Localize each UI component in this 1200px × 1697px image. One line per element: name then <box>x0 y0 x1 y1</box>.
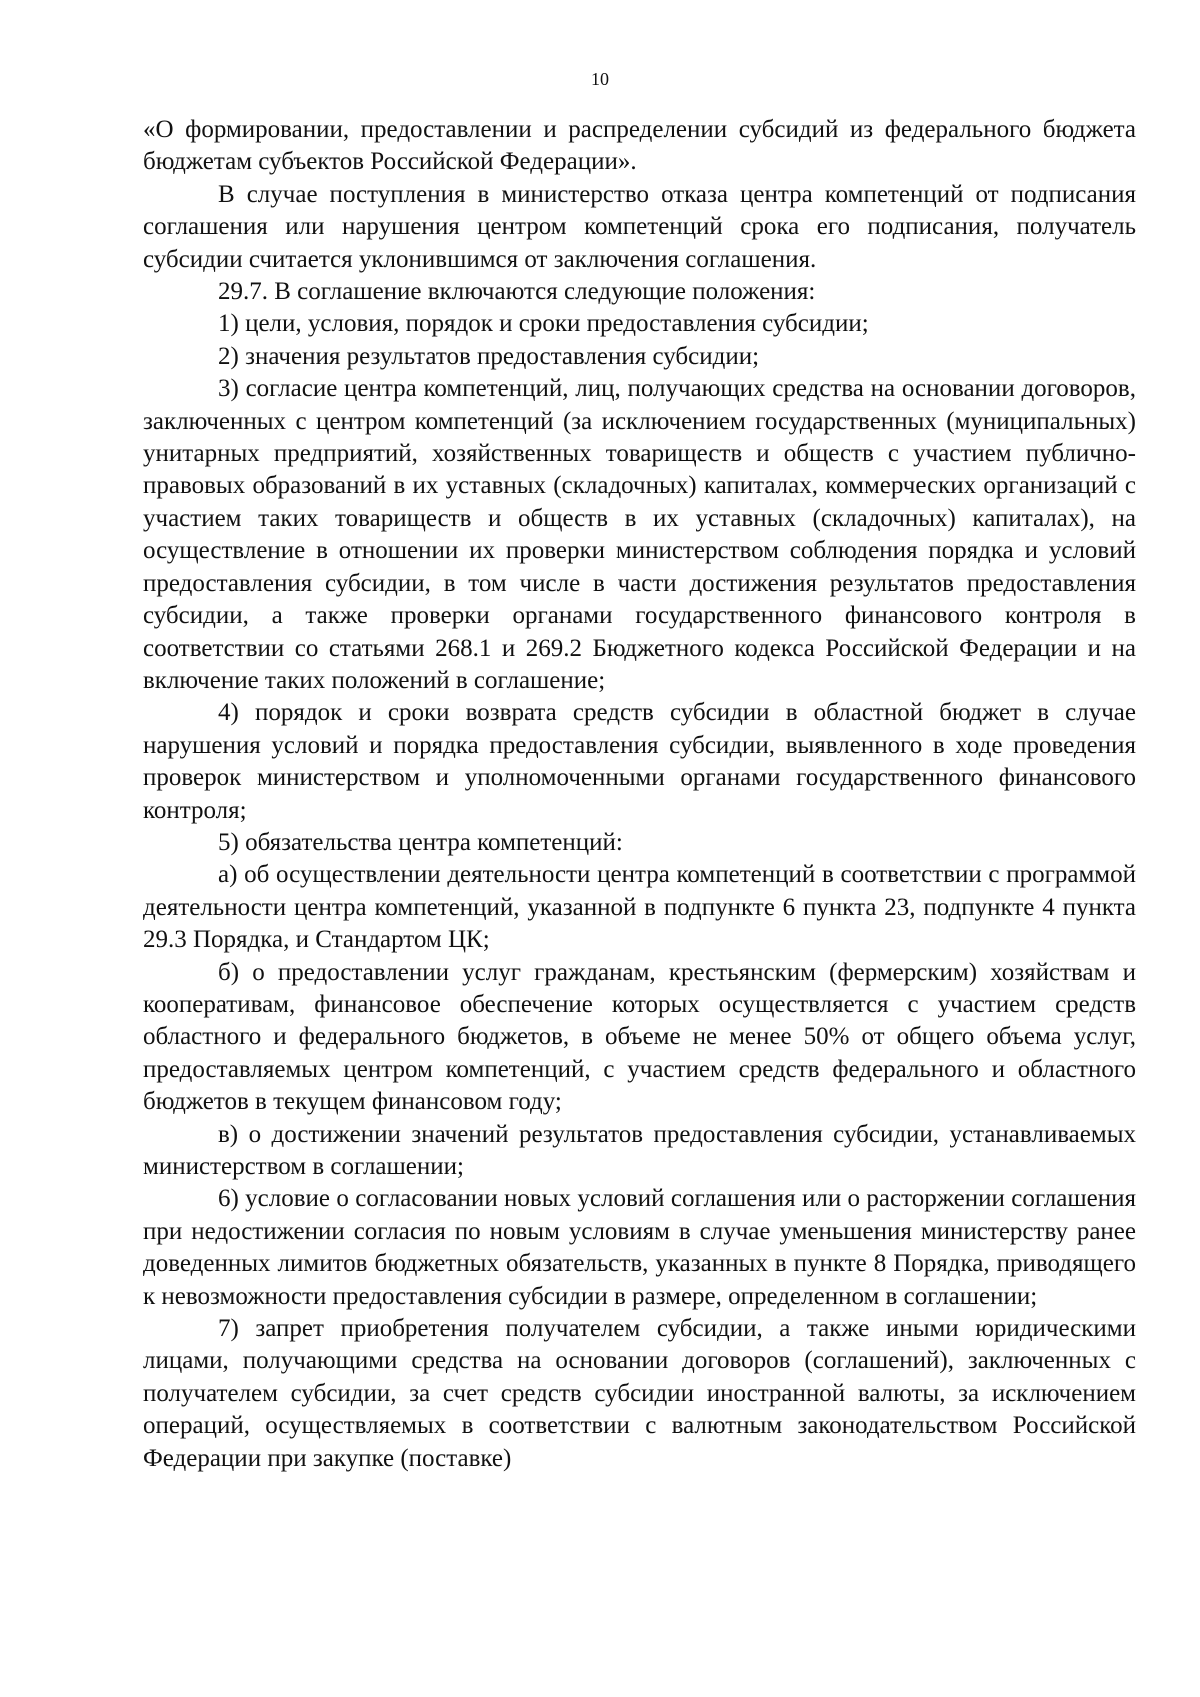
page-number: 10 <box>591 69 609 89</box>
list-item-5c: в) о достижении значений результатов предоставления субсидии, устанавливаемых министерством в соглашении; <box>143 1120 1136 1180</box>
list-item-1: 1) цели, условия, порядок и сроки предоставления субсидии; <box>218 310 869 338</box>
document-body <box>143 114 1136 1475</box>
list-item-5a: а) об осуществлении деятельности центра компетенций в соответствии с программой деятельности центра компетенций, указанной в подпункте 6 пункта 23, подпункте 4 пункта 29.3 Порядка, и Стандартом ЦК; <box>143 861 1136 954</box>
paragraph-continuation: «О формировании, предоставлении и распределении субсидий из федерального бюджета бюджетам субъектов Российской Федерации». <box>143 116 1136 176</box>
paragraph-refusal-clause: В случае поступления в министерство отказа центра компетенций от подписания соглашения или нарушения центром компетенций срока его подписания, получатель субсидии считается уклонившимся от заключения соглашения. <box>143 180 1136 273</box>
list-item-6: 6) условие о согласовании новых условий соглашения или о расторжении соглашения при недостижении согласия по новым условиям в случае уменьшения министерству ранее доведенных лимитов бюджетных обязательств, указанных в пункте 8 Порядка, приводящего к невозможности предоставления субсидии в размере, определенном в соглашении; <box>143 1185 1136 1310</box>
list-item-2: 2) значения результатов предоставления субсидии; <box>218 342 760 370</box>
list-item-4: 4) порядок и сроки возврата средств субсидии в областной бюджет в случае нарушения условий и порядка предоставления субсидии, выявленного в ходе проведения проверок министерством и уполномоченными органами государственного финансового контроля; <box>143 699 1136 824</box>
list-item-7: 7) запрет приобретения получателем субсидии, а также иными юридическими лицами, получающими средства на основании договоров (соглашений), заключенных с получателем субсидии, за счет средств субсидии иностранной валюты, за исключением операций, осуществляемых в соответствии с валютным законодательством Российской Федерации при закупке (поставке) <box>143 1315 1136 1472</box>
list-item-5: 5) обязательства центра компетенций: <box>218 828 623 856</box>
list-item-5b: б) о предоставлении услуг гражданам, крестьянским (фермерским) хозяйствам и кооперативам, финансовое обеспечение которых осуществляется с участием средств областного и федерального бюджетов, в объеме не менее 50% от общего объема услуг, предоставляемых центром компетенций, с участием средств федерального и областного бюджетов в текущем финансовом году; <box>143 958 1136 1116</box>
paragraph-section-29-7: 29.7. В соглашение включаются следующие положения: <box>218 278 816 306</box>
list-item-3: 3) согласие центра компетенций, лиц, получающих средства на основании договоров, заключенных с центром компетенций (за исключением государственных (муниципальных) унитарных предприятий, хозяйственных товариществ и обществ с участием публично-правовых образований в их уставных (складочных) капиталах, коммерческих организаций с участием таких товариществ и обществ в их уставных (складочных) капиталах), на осуществление в отношении их проверки министерством соблюдения порядка и условий предоставления субсидии, в том числе в части достижения результатов предоставления субсидии, а также проверки органами государственного финансового контроля в соответствии со статьями 268.1 и 269.2 Бюджетного кодекса Российской Федерации и на включение таких положений в соглашение; <box>143 375 1136 694</box>
